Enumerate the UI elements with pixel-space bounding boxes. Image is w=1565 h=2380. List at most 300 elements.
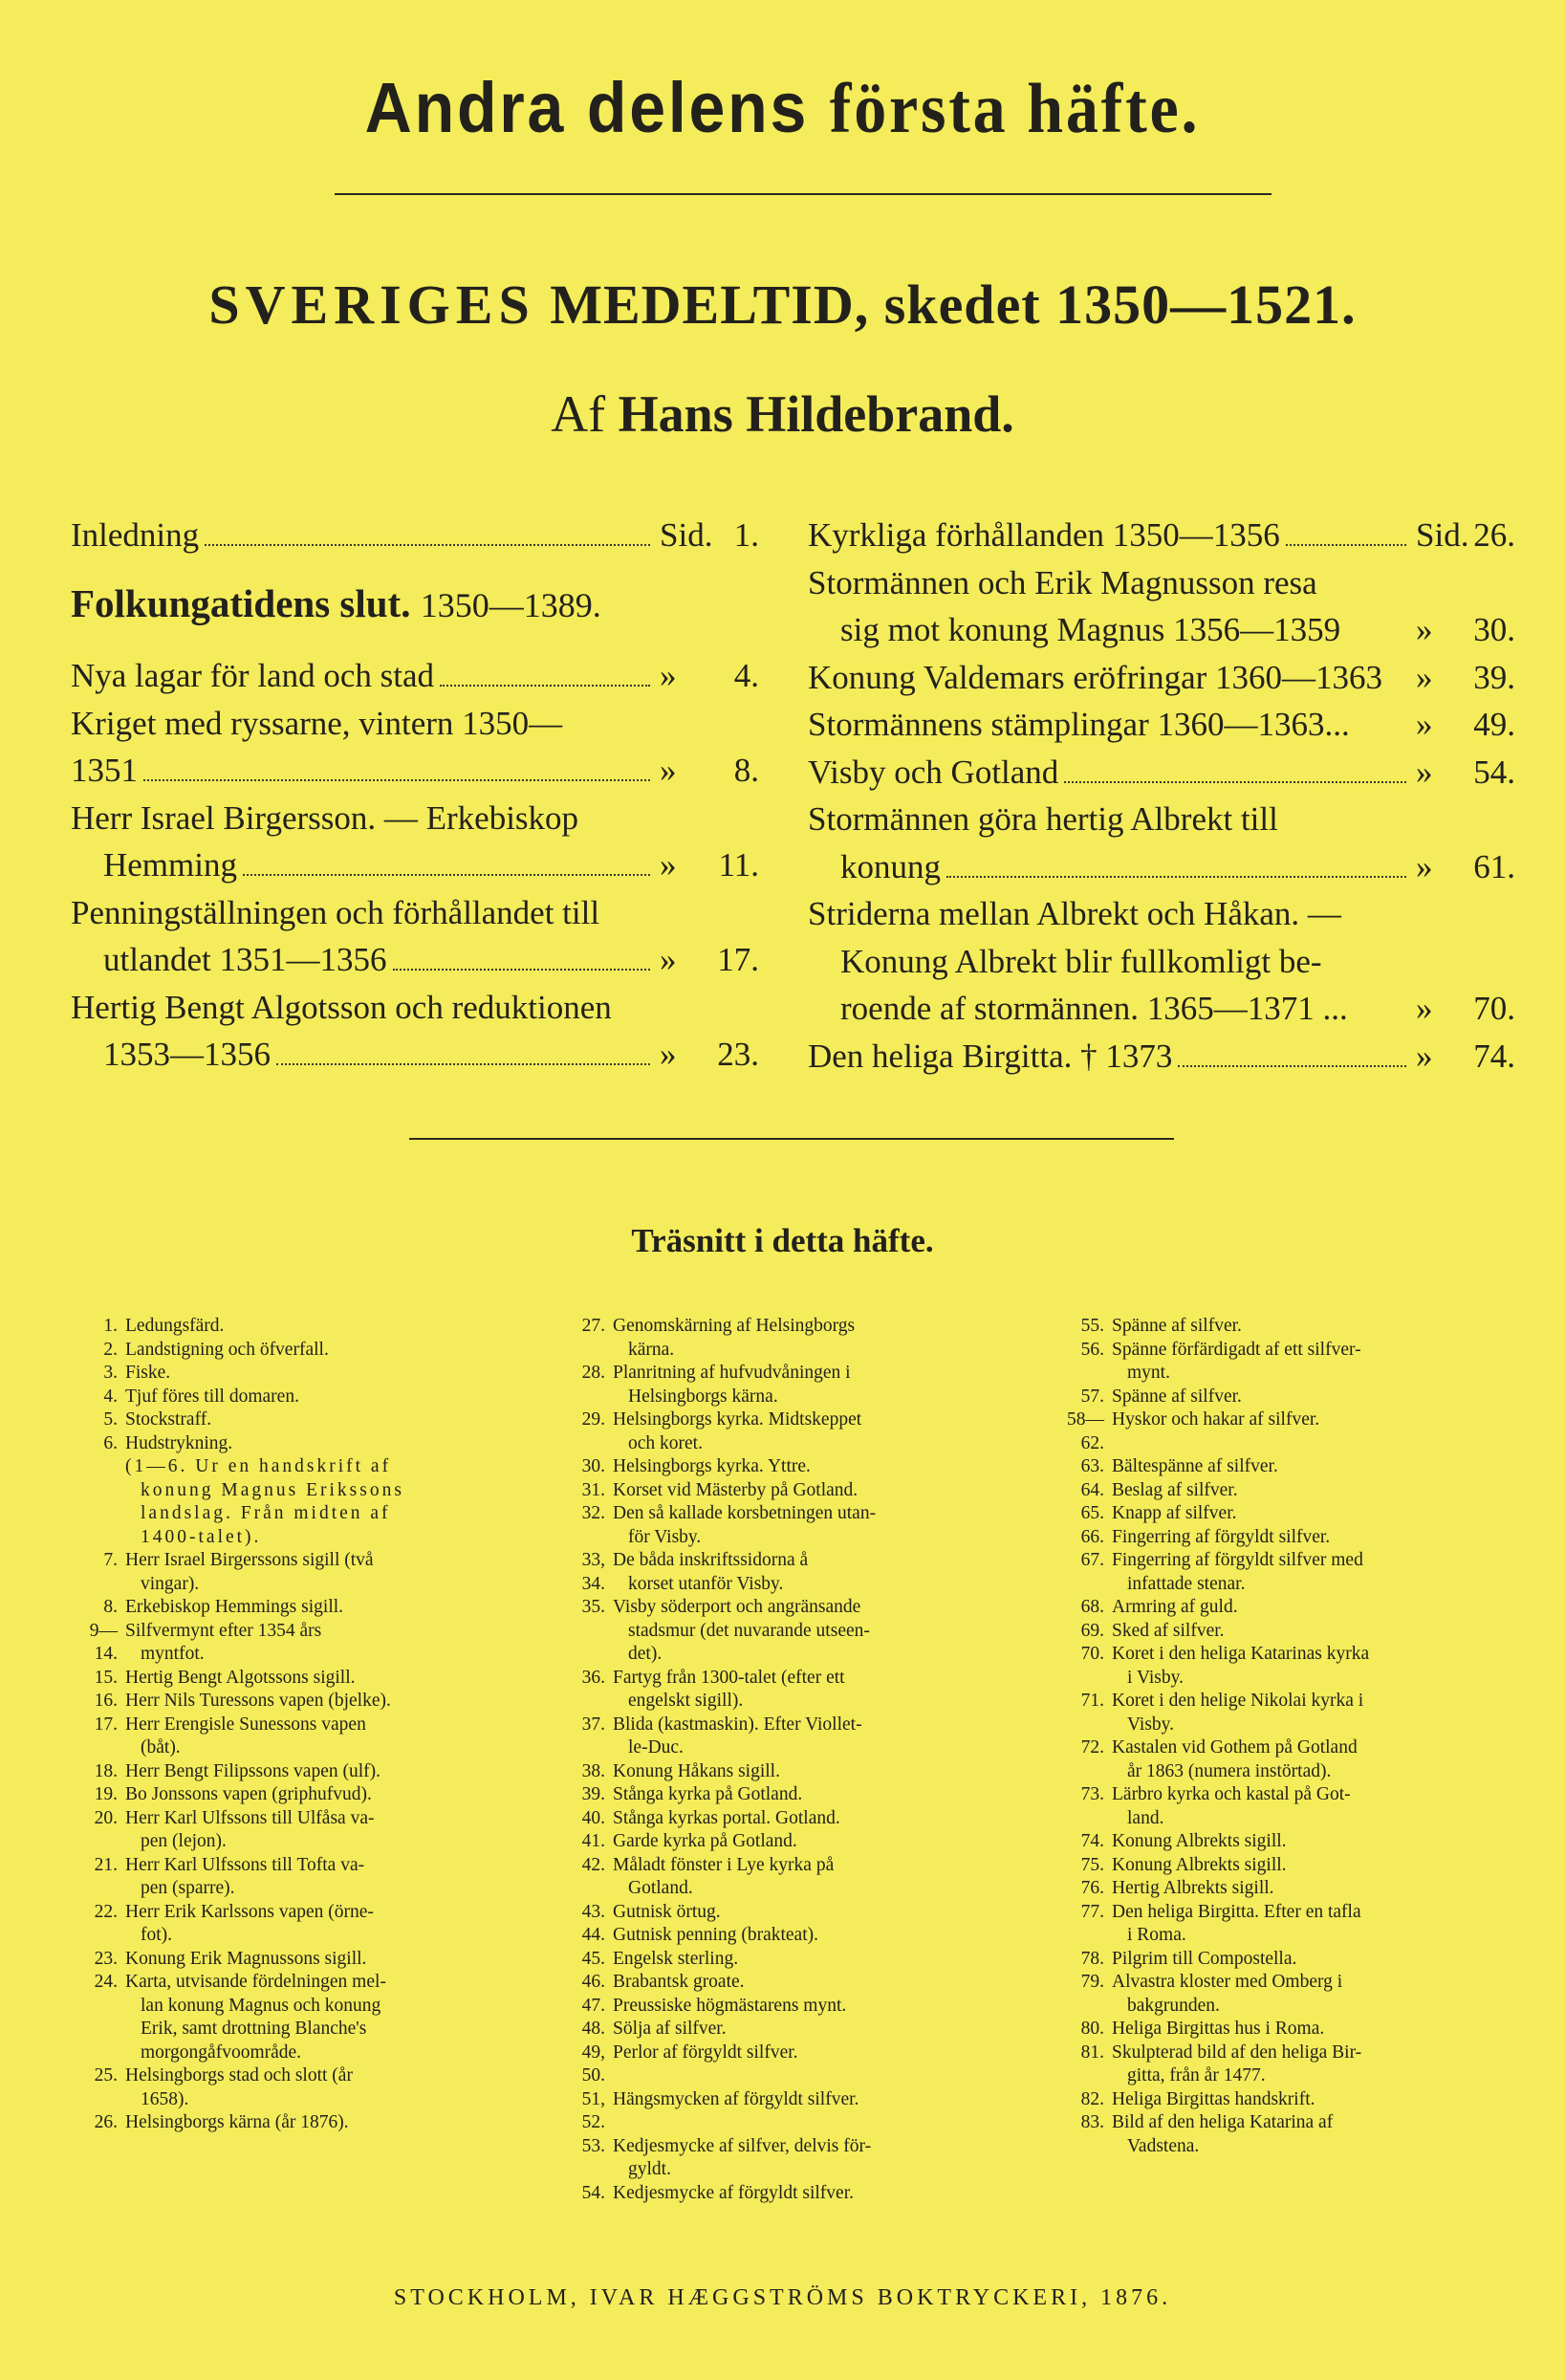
list-item <box>562 1667 1040 1714</box>
list-item <box>562 1995 1040 2019</box>
item-text: Hyskor och hakar af silfver. <box>1112 1409 1320 1430</box>
rule-top <box>335 193 1272 195</box>
item-text: Sölja af silfver. <box>613 2019 727 2039</box>
list-item <box>1061 1830 1520 1854</box>
item-text: Herr Nils Turessons vapen (bjelke). <box>125 1691 391 1711</box>
list-item <box>1061 1948 1520 1972</box>
item-number: 26. <box>94 2112 118 2132</box>
item-text: De båda inskriftssidorna å <box>613 1550 809 1570</box>
item-text: Brabantsk groate. <box>613 1972 745 1992</box>
leader-dots <box>1286 544 1406 546</box>
item-text: Visby söderport och angränsande <box>613 1597 861 1617</box>
item-number: 68. <box>1080 1597 1104 1617</box>
item-text: konung Magnus Erikssons <box>141 1479 404 1500</box>
toc-entry-intro[interactable]: Inledning Sid. 1. <box>71 516 759 554</box>
woodcut-list-col1 <box>75 1315 562 2135</box>
item-text: pen (lejon). <box>141 1831 227 1851</box>
item-number: 15. <box>94 1667 118 1688</box>
woodcut-list-col3 <box>1061 1315 1520 2158</box>
item-number: 82. <box>1080 2088 1104 2109</box>
item-text: infattade stenar. <box>1127 1573 1246 1594</box>
list-item <box>562 1455 1040 1479</box>
toc-entry[interactable]: 1353—1356 » 23. <box>103 1036 759 1073</box>
item-number: 23. <box>94 1948 118 1969</box>
list-item <box>1061 1901 1520 1948</box>
item-number: 51, 52. <box>581 2088 605 2132</box>
list-item <box>75 1690 562 1714</box>
item-number: 3. <box>103 1363 118 1383</box>
list-item <box>75 1549 562 1596</box>
item-text: Erkebiskop Hemmings sigill. <box>125 1597 344 1617</box>
item-text: Beslag af silfver. <box>1112 1479 1238 1500</box>
list-item <box>75 1339 562 1363</box>
item-text: det). <box>628 1644 663 1664</box>
item-number: 83. <box>1080 2112 1104 2132</box>
item-text: Herr Karl Ulfssons till Ulfåsa va- <box>125 1807 375 1828</box>
toc-entry[interactable]: roende af stormännen. 1365—1371 ... » 70. <box>840 990 1515 1027</box>
item-number: 25. <box>94 2065 118 2085</box>
item-number: 72. <box>1080 1737 1104 1758</box>
item-number: 2. <box>103 1339 118 1360</box>
item-number: 46. <box>581 1972 605 1992</box>
list-item <box>562 1901 1040 1925</box>
item-text: Helsingborgs kärna. <box>628 1386 778 1407</box>
item-text: le-Duc. <box>628 1737 684 1758</box>
item-number: 45. <box>581 1948 605 1969</box>
list-item <box>75 2064 562 2111</box>
leader-dots <box>393 969 651 971</box>
list-item <box>75 1315 562 1339</box>
leader-dots <box>946 876 1406 878</box>
item-text: Heliga Birgittas handskrift. <box>1112 2088 1315 2109</box>
toc-entry[interactable]: konung » 61. <box>840 847 1515 885</box>
list-item <box>1061 1643 1520 1690</box>
toc-entry[interactable]: 1351 » 8. <box>71 752 759 789</box>
item-text: vingar). <box>141 1573 200 1594</box>
item-text: fot). <box>141 1925 173 1945</box>
list-item <box>562 1971 1040 1995</box>
item-text: gyldt. <box>628 2159 671 2179</box>
list-item <box>1061 1526 1520 1550</box>
item-number: 29. <box>581 1409 605 1430</box>
item-number: 40. <box>581 1807 605 1828</box>
list-item <box>1061 1620 1520 1644</box>
item-number: 64. <box>1080 1479 1104 1500</box>
item-text: stadsmur (det nuvarande utseen- <box>628 1620 870 1641</box>
list-item <box>562 1948 1040 1972</box>
item-number: 81. <box>1080 2042 1104 2063</box>
item-text: Koret i den helige Nikolai kyrka i <box>1112 1691 1364 1711</box>
list-item <box>75 1807 562 1854</box>
item-text: Konung Håkans sigill. <box>613 1760 780 1781</box>
item-number: 9—14. <box>89 1620 118 1664</box>
list-item <box>75 1596 562 1620</box>
item-text: Blida (kastmaskin). Efter Viollet- <box>613 1714 862 1735</box>
author-line <box>0 384 1565 444</box>
item-number: 1. <box>103 1316 118 1336</box>
item-number: 17. <box>94 1714 118 1735</box>
item-text: Fingerring af förgyldt silfver med <box>1112 1550 1363 1570</box>
woodcuts-heading: Träsnitt i detta häfte. <box>631 1222 934 1259</box>
toc-section-heading: Folkungatidens slut. 1350—1389. <box>71 580 601 625</box>
item-number: 71. <box>1080 1691 1104 1711</box>
item-text: Konung Erik Magnussons sigill. <box>125 1948 367 1969</box>
item-text: Helsingborgs kyrka. Midtskeppet <box>613 1409 862 1430</box>
list-item <box>1061 2111 1520 2158</box>
item-number: 6. <box>103 1432 118 1453</box>
item-text: Spänne förfärdigadt af ett silfver- <box>1112 1339 1361 1360</box>
item-text: Gotland. <box>628 1878 693 1898</box>
item-text: Skulpterad bild af den heliga Bir- <box>1112 2042 1362 2063</box>
list-item <box>75 1620 562 1667</box>
item-number: 58—62. <box>1067 1409 1104 1453</box>
item-text: Stånga kyrkas portal. Gotland. <box>613 1807 840 1828</box>
toc-entry[interactable]: Stormännens stämplingar 1360—1363... » 49. <box>808 706 1515 743</box>
item-number: 70. <box>1080 1644 1104 1664</box>
item-text: Måladt fönster i Lye kyrka på <box>613 1854 835 1875</box>
list-item <box>1061 1971 1520 2018</box>
item-number: 73. <box>1080 1784 1104 1804</box>
item-number: 8. <box>103 1597 118 1617</box>
heading-part2: första häfte. <box>829 70 1201 148</box>
toc-entry[interactable]: utlandet 1351—1356 » 17. <box>103 941 759 978</box>
list-item <box>1061 2042 1520 2088</box>
item-text: i Visby. <box>1127 1667 1184 1688</box>
item-text: Erik, samt drottning Blanche's <box>141 2019 367 2039</box>
item-number: 63. <box>1080 1456 1104 1476</box>
list-item <box>562 1315 1040 1362</box>
item-number: 65. <box>1080 1503 1104 1523</box>
item-text: mynt. <box>1127 1363 1170 1383</box>
toc-entry[interactable]: Visby och Gotland » 54. <box>808 753 1515 791</box>
item-text: (båt). <box>141 1737 181 1758</box>
item-text: Den heliga Birgitta. Efter en tafla <box>1112 1901 1361 1922</box>
item-text: och koret. <box>628 1432 703 1453</box>
item-text: Hertig Albrekts sigill. <box>1112 1878 1274 1898</box>
list-item <box>1061 1596 1520 1620</box>
item-text: Hudstrykning. <box>125 1432 233 1453</box>
item-text: Knapp af silfver. <box>1112 1503 1237 1523</box>
list-item <box>1061 2018 1520 2042</box>
item-text: Helsingborgs kärna (år 1876). <box>125 2112 349 2132</box>
list-item <box>562 1830 1040 1854</box>
item-number: 77. <box>1080 1901 1104 1922</box>
item-text: Kastalen vid Gothem på Gotland <box>1112 1737 1358 1758</box>
leader-dots <box>1064 781 1406 783</box>
list-item <box>75 1408 562 1432</box>
item-text: Stockstraff. <box>125 1409 212 1430</box>
list-item <box>75 1362 562 1386</box>
leader-dots <box>205 544 650 546</box>
item-number: 22. <box>94 1901 118 1922</box>
item-text: Silfvermynt efter 1354 års <box>125 1620 322 1641</box>
toc-entry[interactable]: Den heliga Birgitta. † 1373 » 74. <box>808 1037 1515 1075</box>
list-item <box>562 1362 1040 1408</box>
list-item <box>562 2088 1040 2135</box>
list-item <box>562 2018 1040 2042</box>
toc-entry[interactable]: Kyrkliga förhållanden 1350—1356 Sid. 26. <box>808 516 1515 554</box>
item-text: (1—6. Ur en handskrift af <box>125 1456 392 1476</box>
list-item <box>75 1432 562 1456</box>
list-item <box>75 1760 562 1784</box>
list-item <box>1061 1315 1520 1339</box>
item-text: Korset vid Mästerby på Gotland. <box>613 1479 859 1500</box>
toc-entry[interactable]: Konung Valdemars eröfringar 1360—1363 » 39. <box>808 658 1515 696</box>
item-number: 16. <box>94 1691 118 1711</box>
item-text: 1400-talet). <box>141 1526 262 1547</box>
item-number: 36. <box>581 1667 605 1688</box>
item-number: 67. <box>1080 1550 1104 1570</box>
item-number <box>75 1455 125 1549</box>
title-part2: MEDELTID, <box>550 273 870 336</box>
list-item <box>1061 1690 1520 1736</box>
item-number: 74. <box>1080 1831 1104 1851</box>
list-item <box>562 1924 1040 1948</box>
item-text: Alvastra kloster med Omberg i <box>1112 1972 1343 1992</box>
list-item <box>1061 1736 1520 1783</box>
item-text: kärna. <box>628 1339 675 1360</box>
leader-dots <box>1178 1065 1406 1067</box>
item-text: landslag. Från midten af <box>141 1503 391 1523</box>
list-item <box>562 2182 1040 2206</box>
list-item <box>562 1807 1040 1831</box>
item-text: Visby. <box>1127 1714 1175 1735</box>
item-text: korset utanför Visby. <box>628 1573 784 1594</box>
list-item <box>1061 1877 1520 1901</box>
toc-entry-line1: Striderna mellan Albrekt och Håkan. — <box>808 895 1341 932</box>
item-text: land. <box>1127 1807 1164 1828</box>
list-item <box>562 2135 1040 2182</box>
list-item <box>75 1901 562 1948</box>
item-text: Bo Jonssons vapen (griphufvud). <box>125 1784 372 1804</box>
list-item <box>562 1783 1040 1807</box>
list-item <box>562 1854 1040 1901</box>
item-number: 43. <box>581 1901 605 1922</box>
item-text: Herr Israel Birgerssons sigill (två <box>125 1550 374 1570</box>
item-text: Karta, utvisande fördelningen mel- <box>125 1972 386 1992</box>
list-item <box>1061 1549 1520 1596</box>
item-text: Bild af den heliga Katarina af <box>1112 2112 1334 2132</box>
list-item <box>1061 1408 1520 1455</box>
list-item <box>75 1971 562 2064</box>
item-text: pen (sparre). <box>141 1878 235 1898</box>
toc-entry-line2: Konung Albrekt blir fullkomligt be- <box>840 942 1322 980</box>
item-number: 75. <box>1080 1854 1104 1875</box>
toc-entry-line1: Stormännen göra hertig Albrekt till <box>808 800 1278 838</box>
item-number: 31. <box>581 1479 605 1500</box>
item-text: Spänne af silfver. <box>1112 1316 1242 1336</box>
list-item <box>562 1408 1040 1455</box>
item-text: morgongåfvoområde. <box>141 2042 302 2063</box>
item-text: bakgrunden. <box>1127 1995 1220 2016</box>
item-text: Lärbro kyrka och kastal på Got- <box>1112 1784 1351 1804</box>
item-number: 53. <box>581 2135 605 2156</box>
item-number: 30. <box>581 1456 605 1476</box>
item-number: 38. <box>581 1760 605 1781</box>
item-number: 33, 34. <box>581 1550 605 1594</box>
item-text: Heliga Birgittas hus i Roma. <box>1112 2019 1325 2039</box>
item-text: Konung Albrekts sigill. <box>1112 1854 1287 1875</box>
item-number: 5. <box>103 1409 118 1430</box>
item-number: 44. <box>581 1925 605 1945</box>
item-number: 76. <box>1080 1878 1104 1898</box>
item-text: för Visby. <box>628 1526 702 1547</box>
item-number: 24. <box>94 1972 118 1992</box>
item-number: 66. <box>1080 1526 1104 1547</box>
item-text: Garde kyrka på Gotland. <box>613 1831 797 1851</box>
list-item <box>562 1479 1040 1503</box>
toc-entry[interactable]: Nya lagar för land och stad » 4. <box>71 657 759 694</box>
list-item <box>1061 1854 1520 1878</box>
item-text: engelskt sigill). <box>628 1691 744 1711</box>
item-number: 4. <box>103 1386 118 1407</box>
toc-entry-line1: Herr Israel Birgersson. — Erkebiskop <box>71 798 579 837</box>
item-text: Stånga kyrka på Gotland. <box>613 1784 803 1804</box>
item-number: 32. <box>581 1503 605 1523</box>
list-item <box>562 2042 1040 2088</box>
item-number: 18. <box>94 1760 118 1781</box>
item-number: 35. <box>581 1597 605 1617</box>
item-text: Bältespänne af silfver. <box>1112 1456 1278 1476</box>
toc-entry-line1: Kriget med ryssarne, vintern 1350— <box>71 704 563 742</box>
item-text: Ledungsfärd. <box>125 1316 225 1336</box>
item-number: 54. <box>581 2182 605 2203</box>
item-text: Spänne af silfver. <box>1112 1386 1242 1407</box>
item-text: Planritning af hufvudvåningen i <box>613 1363 851 1383</box>
item-text: Armring af guld. <box>1112 1597 1238 1617</box>
item-number: 37. <box>581 1714 605 1735</box>
toc-left-column <box>71 512 759 1079</box>
leader-dots <box>440 685 650 687</box>
item-text: 1658). <box>141 2088 189 2109</box>
item-text: år 1863 (numera instörtad). <box>1127 1760 1332 1781</box>
item-text: Engelsk sterling. <box>613 1948 739 1969</box>
rule-middle <box>409 1138 1174 1140</box>
item-text: Hertig Bengt Algotssons sigill. <box>125 1667 356 1688</box>
item-number: 19. <box>94 1784 118 1804</box>
list-item <box>1061 1386 1520 1409</box>
list-item <box>75 1667 562 1691</box>
toc-entry-line1: Hertig Bengt Algotsson och reduktionen <box>71 988 612 1026</box>
item-number: 69. <box>1080 1620 1104 1641</box>
item-text: Hängsmycken af förgyldt silfver. <box>613 2088 859 2109</box>
list-item <box>75 1948 562 1972</box>
list-item <box>1061 1339 1520 1386</box>
item-text: Kedjesmycke af silfver, delvis för- <box>613 2135 872 2156</box>
leader-dots <box>276 1063 650 1065</box>
list-item <box>1061 1502 1520 1526</box>
item-text: Den så kallade korsbetningen utan- <box>613 1503 877 1523</box>
item-text: Herr Erengisle Sunessons vapen <box>125 1714 366 1735</box>
item-text: Preussiske högmästarens mynt. <box>613 1995 847 2016</box>
item-text: Helsingborgs stad och slott (år <box>125 2065 353 2085</box>
list-item <box>75 1783 562 1807</box>
author-prefix: Af <box>551 385 606 443</box>
toc-entry-line1: Penningställningen och förhållandet till <box>71 893 600 931</box>
item-number: 48. <box>581 2019 605 2039</box>
list-item <box>75 1386 562 1409</box>
item-text: Gutnisk örtug. <box>613 1901 721 1922</box>
leader-dots <box>143 779 650 781</box>
toc-entry[interactable]: Hemming » 11. <box>103 846 759 884</box>
list-item <box>75 1854 562 1901</box>
list-item <box>1061 1479 1520 1503</box>
woodcut-list-col2 <box>562 1315 1040 2205</box>
item-text: Helsingborgs kyrka. Yttre. <box>613 1456 811 1476</box>
item-text: Konung Albrekts sigill. <box>1112 1831 1287 1851</box>
item-text: Herr Erik Karlssons vapen (örne- <box>125 1901 374 1922</box>
item-text: Tjuf föres till domaren. <box>125 1386 299 1407</box>
item-number: 28. <box>581 1363 605 1383</box>
item-text: Herr Bengt Filipssons vapen (ulf). <box>125 1760 381 1781</box>
list-item <box>75 1714 562 1760</box>
item-text: Genomskärning af Helsingborgs <box>613 1316 856 1336</box>
item-number: 47. <box>581 1995 605 2016</box>
item-text: Perlor af förgyldt silfver. <box>613 2042 798 2063</box>
item-number: 41. <box>581 1831 605 1851</box>
item-number: 39. <box>581 1784 605 1804</box>
list-item <box>562 1760 1040 1784</box>
list-item <box>75 2111 562 2135</box>
item-number: 42. <box>581 1854 605 1875</box>
item-text: Fiske. <box>125 1363 171 1383</box>
item-number: 57. <box>1080 1386 1104 1407</box>
item-text: Gutnisk penning (brakteat). <box>613 1925 818 1945</box>
toc-entry[interactable]: sig mot konung Magnus 1356—1359 » 30. <box>840 611 1515 648</box>
item-text: Landstigning och öfverfall. <box>125 1339 329 1360</box>
list-item <box>562 1502 1040 1549</box>
item-text: i Roma. <box>1127 1925 1186 1945</box>
item-text: gitta, från år 1477. <box>1127 2065 1266 2085</box>
list-item <box>562 1596 1040 1667</box>
item-number: 79. <box>1080 1972 1104 1992</box>
item-number: 80. <box>1080 2019 1104 2039</box>
list-item <box>1061 2088 1520 2112</box>
item-text: Fingerring af förgyldt silfver. <box>1112 1526 1331 1547</box>
title-part1: SVERIGES <box>208 273 535 336</box>
leader-dots <box>243 874 650 876</box>
item-text: Pilgrim till Compostella. <box>1112 1948 1297 1969</box>
item-number: 7. <box>103 1550 118 1570</box>
item-number: 56. <box>1080 1339 1104 1360</box>
toc-entry-line1: Stormännen och Erik Magnusson resa <box>808 563 1317 601</box>
item-text: Vadstena. <box>1127 2135 1200 2156</box>
item-number: 49, 50. <box>581 2042 605 2085</box>
imprint-footer: STOCKHOLM, IVAR HÆGGSTRÖMS BOKTRYCKERI, 1876. <box>393 2285 1172 2310</box>
item-text: Kedjesmycke af förgyldt silfver. <box>613 2182 854 2203</box>
list-item <box>75 1455 562 1549</box>
item-number: 20. <box>94 1807 118 1828</box>
item-text: Sked af silfver. <box>1112 1620 1225 1641</box>
item-text: lan konung Magnus och konung <box>141 1995 381 2016</box>
list-item <box>562 1549 1040 1596</box>
item-text: Herr Karl Ulfssons till Tofta va- <box>125 1854 365 1875</box>
item-number: 21. <box>94 1854 118 1875</box>
book-title <box>0 273 1565 337</box>
item-text: myntfot. <box>141 1644 205 1664</box>
title-part3: skedet 1350—1521. <box>883 273 1357 336</box>
list-item <box>1061 1783 1520 1830</box>
heading-part1: Andra delens <box>364 68 810 147</box>
item-text: Koret i den heliga Katarinas kyrka <box>1112 1644 1370 1664</box>
author-name: Hans Hildebrand. <box>618 385 1014 443</box>
list-item <box>1061 1455 1520 1479</box>
list-item <box>562 1714 1040 1760</box>
item-text: Fartyg från 1300-talet (efter ett <box>613 1667 845 1688</box>
item-number: 78. <box>1080 1948 1104 1969</box>
item-number: 55. <box>1080 1316 1104 1336</box>
item-number: 27. <box>581 1316 605 1336</box>
